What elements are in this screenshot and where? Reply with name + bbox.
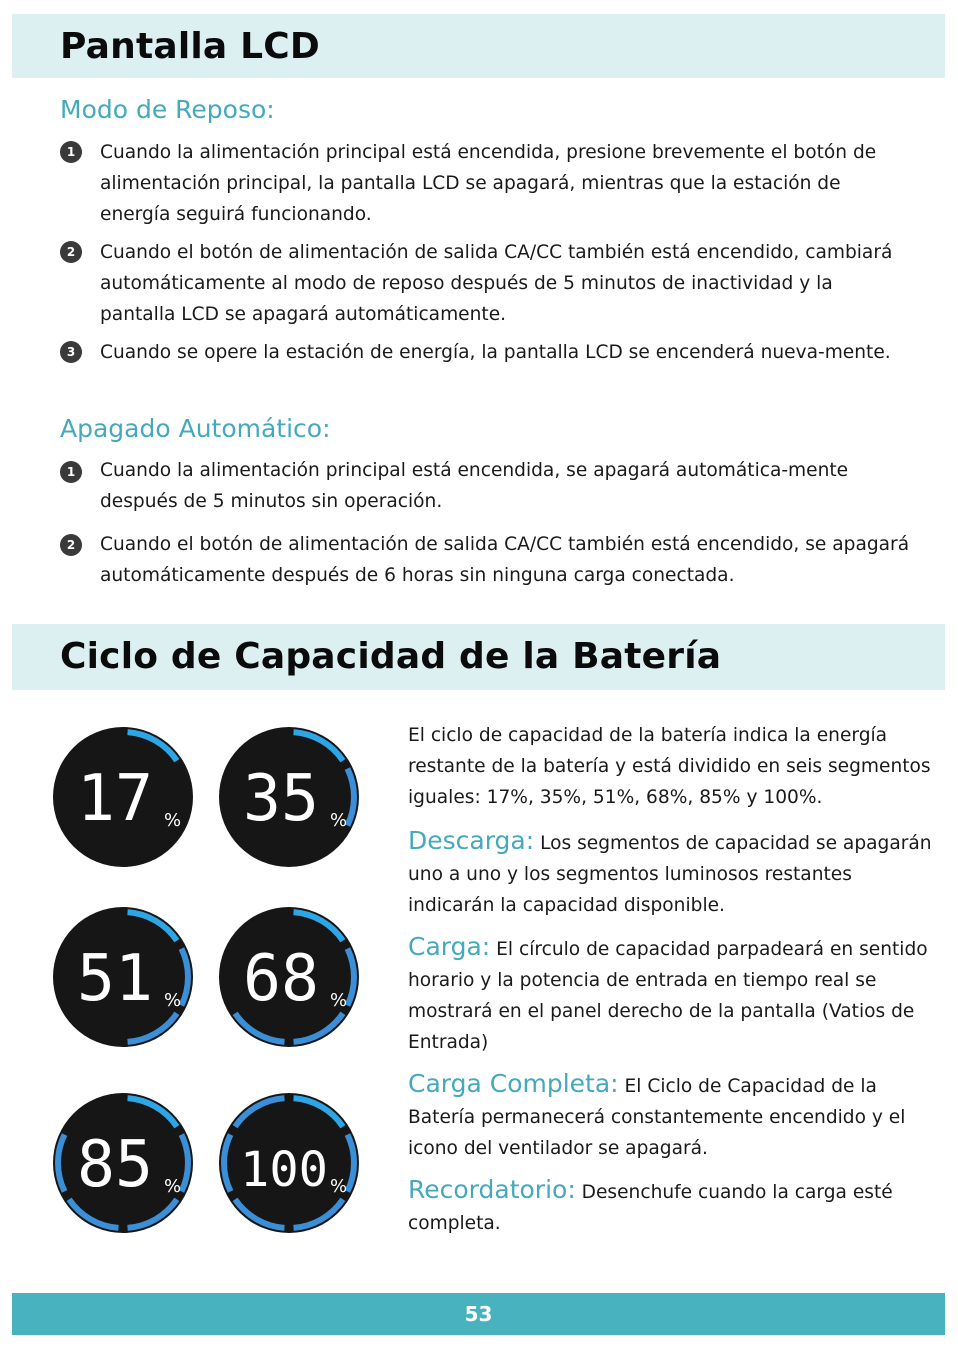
gauge-unit: % [164, 810, 182, 831]
charge-text: El círculo de capacidad parpadeará en sentido horario y la potencia de entrada en tiempo real se mostrará en el panel derecho de la pantalla (Vatios de Entrada) [408, 939, 928, 1053]
footer-bar [12, 1293, 945, 1335]
gauge-unit: % [330, 1176, 348, 1197]
gauge-value: 85 [77, 1128, 153, 1202]
discharge-label: Descarga: [408, 826, 535, 855]
gauge-unit: % [330, 990, 348, 1011]
discharge-text: Los segmentos de capacidad se apagarán uno a uno y los segmentos luminosos restantes indicarán la capacidad disponible. [408, 833, 932, 916]
standby-heading: Modo de Reposo: [60, 95, 275, 124]
reminder-text: Desenchufe cuando la carga esté completa. [408, 1182, 893, 1234]
capacity-gauge-17 [52, 726, 194, 868]
standby-item-2 [60, 237, 910, 332]
capacity-gauge-35 [218, 726, 360, 868]
standby-item-1 [60, 137, 910, 232]
auto-off-item-1-text: Cuando la alimentación principal está encendida, se apagará automática-mente después de 5 minutos sin operación. [100, 460, 849, 512]
capacity-gauge-100 [218, 1092, 360, 1234]
reminder-label: Recordatorio: [408, 1175, 576, 1204]
standby-item-2-text: Cuando el botón de alimentación de salida CA/CC también está encendido, cambiará automáticamente al modo de reposo después de 5 minutos de inactividad y la pantalla LCD se apagará automáticamente. [100, 242, 893, 325]
gauge-unit: % [330, 810, 348, 831]
number-2-icon: 2 [60, 534, 82, 556]
battery-section-header [12, 624, 945, 690]
battery-section-title: Ciclo de Capacidad de la Batería [60, 636, 722, 677]
capacity-gauge-68 [218, 906, 360, 1048]
page-number: 53 [464, 1302, 493, 1326]
discharge-paragraph [408, 825, 936, 921]
capacity-gauge-51 [52, 906, 194, 1048]
charge-label: Carga: [408, 932, 491, 961]
gauge-unit: % [164, 1176, 182, 1197]
lcd-section-title: Pantalla LCD [60, 26, 320, 67]
auto-off-item-1 [60, 455, 910, 519]
standby-item-3 [60, 337, 910, 401]
auto-off-item-2 [60, 529, 910, 593]
gauge-unit: % [164, 990, 182, 1011]
auto-off-item-2-text: Cuando el botón de alimentación de salida CA/CC también está encendido, se apagará automáticamente después de 6 horas sin ninguna carga conectada. [100, 534, 910, 586]
standby-item-3-text: Cuando se opere la estación de energía, la pantalla LCD se encenderá nueva-mente. [100, 342, 891, 363]
full-charge-paragraph [408, 1068, 936, 1164]
charge-paragraph [408, 931, 936, 1058]
standby-item-1-text: Cuando la alimentación principal está encendida, presione brevemente el botón de alimentación principal, la pantalla LCD se apagará, mientras que la estación de energía seguirá funcionando. [100, 142, 877, 225]
gauge-value: 100 [240, 1142, 328, 1198]
gauge-value: 17 [77, 762, 153, 836]
gauge-value: 51 [77, 942, 153, 1016]
gauge-value: 68 [243, 942, 319, 1016]
number-1-icon: 1 [60, 141, 82, 163]
number-1-icon: 1 [60, 461, 82, 483]
battery-description [408, 720, 936, 1239]
number-3-icon: 3 [60, 341, 82, 363]
lcd-section-header [12, 14, 945, 78]
full-charge-text: El Ciclo de Capacidad de la Batería permanecerá constantemente encendido y el icono del ventilador se apagará. [408, 1076, 906, 1159]
auto-off-heading: Apagado Automático: [60, 414, 331, 443]
battery-intro: El ciclo de capacidad de la batería indica la energía restante de la batería y está dividido en seis segmentos iguales: 17%, 35%, 51%, 68%, 85% y 100%. [408, 725, 931, 808]
full-charge-label: Carga Completa: [408, 1069, 619, 1098]
gauge-value: 35 [243, 762, 319, 836]
number-2-icon: 2 [60, 241, 82, 263]
capacity-gauge-85 [52, 1092, 194, 1234]
reminder-paragraph [408, 1174, 936, 1239]
